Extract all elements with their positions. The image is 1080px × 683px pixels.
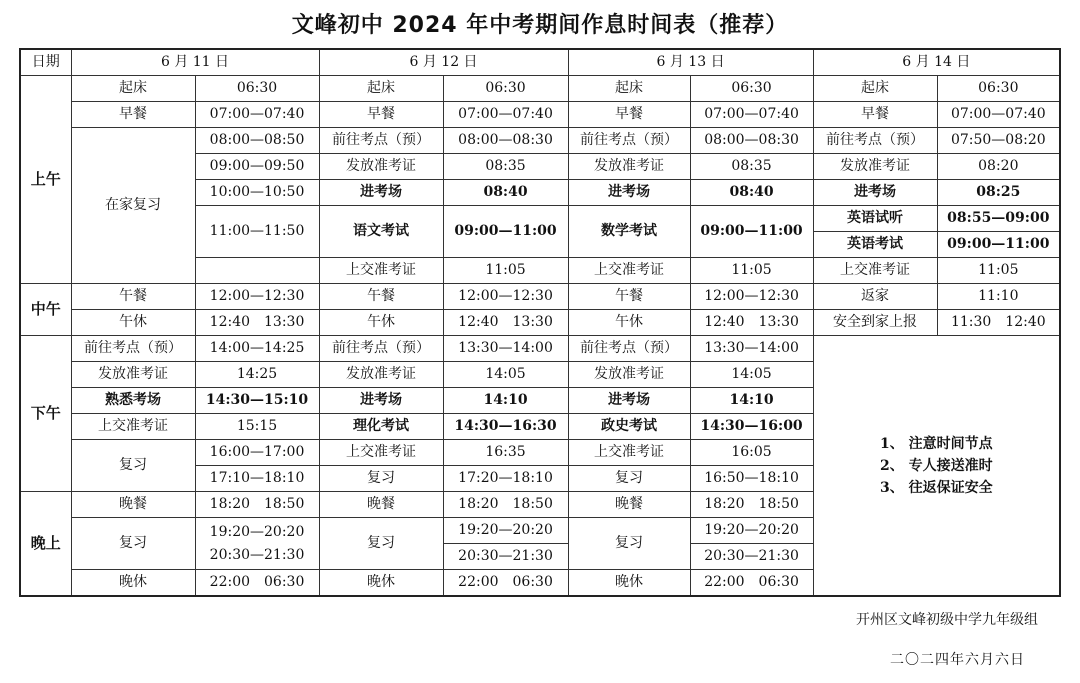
activity-cell: 前往考点（预）: [568, 336, 690, 362]
time-cell: 11:05: [443, 258, 568, 284]
period-label: 中午: [20, 284, 71, 336]
table-row: [20, 284, 1060, 310]
table-row: [20, 102, 1060, 128]
notes-list: [880, 433, 993, 499]
activity-cell: 发放准考证: [319, 154, 443, 180]
note-item: 3、 往返保证安全: [879, 479, 993, 496]
day-header: 6 月 14 日: [813, 49, 1060, 76]
activity-cell: 复习: [568, 466, 690, 492]
activity-cell: 晚休: [568, 570, 690, 597]
time-cell: 22:00 06:30: [195, 570, 319, 597]
exam-cell: 语文考试: [319, 206, 443, 258]
time-cell: 06:30: [443, 76, 568, 102]
footer-date: 二〇二四年六月六日: [890, 652, 1025, 668]
activity-cell: 上交准考证: [319, 258, 443, 284]
header-row: [20, 49, 1060, 76]
exam-cell: 理化考试: [319, 414, 443, 440]
time-cell: 07:50—08:20: [937, 128, 1060, 154]
table-row: [20, 76, 1060, 102]
time-cell: 08:20: [937, 154, 1060, 180]
activity-cell: 上交准考证: [319, 440, 443, 466]
activity-cell: 上交准考证: [568, 258, 690, 284]
time-cell: [195, 258, 319, 284]
activity-cell: 早餐: [813, 102, 937, 128]
time-cell: 07:00—07:40: [937, 102, 1060, 128]
time-cell: 08:35: [443, 154, 568, 180]
time-cell: 20:30—21:30: [690, 544, 813, 570]
activity-cell: 起床: [319, 76, 443, 102]
time-cell: 14:30—16:00: [690, 414, 813, 440]
time-cell: 12:40 13:30: [195, 310, 319, 336]
time-cell: 12:40 13:30: [690, 310, 813, 336]
time-cell: 09:00—11:00: [937, 232, 1060, 258]
exam-cell: 政史考试: [568, 414, 690, 440]
activity-cell: 发放准考证: [568, 362, 690, 388]
activity-cell: 起床: [71, 76, 195, 102]
time-cell: 06:30: [195, 76, 319, 102]
time-cell: 19:20—20:20: [443, 518, 568, 544]
time-cell: 13:30—14:00: [443, 336, 568, 362]
time-cell: 08:40: [690, 180, 813, 206]
activity-cell: 进考场: [568, 180, 690, 206]
time-cell: 11:10: [937, 284, 1060, 310]
activity-cell: 午餐: [71, 284, 195, 310]
date-header: 日期: [20, 49, 71, 76]
activity-cell: 午餐: [568, 284, 690, 310]
activity-cell: 午餐: [319, 284, 443, 310]
time-cell: 08:00—08:50: [195, 128, 319, 154]
time-cell: 06:30: [690, 76, 813, 102]
activity-cell: 进考场: [813, 180, 937, 206]
activity-cell: 熟悉考场: [71, 388, 195, 414]
activity-cell: 上交准考证: [813, 258, 937, 284]
day-header: 6 月 12 日: [319, 49, 568, 76]
activity-cell: 进考场: [319, 180, 443, 206]
activity-cell: 前往考点（预）: [319, 128, 443, 154]
table-row: [20, 310, 1060, 336]
time-cell: 18:20 18:50: [690, 492, 813, 518]
activity-cell: 复习: [319, 466, 443, 492]
time-cell: 16:05: [690, 440, 813, 466]
time-cell: 18:20 18:50: [443, 492, 568, 518]
time-cell: 16:35: [443, 440, 568, 466]
time-cell: 19:20—20:20: [690, 518, 813, 544]
time-cell: 08:35: [690, 154, 813, 180]
activity-cell: 前往考点（预）: [813, 128, 937, 154]
time-cell: 11:30 12:40: [937, 310, 1060, 336]
time-cell: [195, 518, 319, 570]
time-cell: 07:00—07:40: [690, 102, 813, 128]
activity-cell: 进考场: [568, 388, 690, 414]
activity-cell: 晚休: [319, 570, 443, 597]
activity-cell: 英语试听: [813, 206, 937, 232]
time-line: 20:30—21:30: [209, 546, 305, 563]
time-cell: 09:00—09:50: [195, 154, 319, 180]
activity-cell: 复习: [71, 518, 195, 570]
time-cell: 16:00—17:00: [195, 440, 319, 466]
activity-cell: 午休: [319, 310, 443, 336]
activity-cell: 安全到家上报: [813, 310, 937, 336]
time-cell: 14:30—15:10: [195, 388, 319, 414]
time-cell: 22:00 06:30: [690, 570, 813, 597]
activity-cell: 复习: [319, 518, 443, 570]
time-cell: 07:00—07:40: [443, 102, 568, 128]
time-cell: 08:40: [443, 180, 568, 206]
time-cell: 09:00—11:00: [443, 206, 568, 258]
activity-cell: 晚餐: [319, 492, 443, 518]
footer-organization: 开州区文峰初级中学九年级组: [856, 612, 1038, 628]
time-cell: 08:00—08:30: [443, 128, 568, 154]
activity-cell: 进考场: [319, 388, 443, 414]
exam-cell: 数学考试: [568, 206, 690, 258]
page-title: 文峰初中 2024 年中考期间作息时间表（推荐）: [291, 13, 789, 38]
activity-cell: 早餐: [71, 102, 195, 128]
time-cell: 14:05: [690, 362, 813, 388]
time-cell: 14:25: [195, 362, 319, 388]
activity-cell: 发放准考证: [568, 154, 690, 180]
time-cell: 11:00—11:50: [195, 206, 319, 258]
activity-cell: 晚餐: [568, 492, 690, 518]
activity-cell: 早餐: [319, 102, 443, 128]
time-cell: 06:30: [937, 76, 1060, 102]
time-cell: 17:20—18:10: [443, 466, 568, 492]
note-item: 1、 注意时间节点: [879, 435, 993, 452]
activity-cell: 在家复习: [71, 128, 195, 284]
time-cell: 13:30—14:00: [690, 336, 813, 362]
activity-cell: 上交准考证: [568, 440, 690, 466]
time-cell: 14:00—14:25: [195, 336, 319, 362]
notes-cell: [813, 336, 1060, 597]
time-cell: 17:10—18:10: [195, 466, 319, 492]
time-cell: 14:05: [443, 362, 568, 388]
activity-cell: 发放准考证: [813, 154, 937, 180]
activity-cell: 晚餐: [71, 492, 195, 518]
activity-cell: 发放准考证: [319, 362, 443, 388]
activity-cell: 起床: [568, 76, 690, 102]
activity-cell: 前往考点（预）: [568, 128, 690, 154]
activity-cell: 午休: [71, 310, 195, 336]
time-cell: 08:25: [937, 180, 1060, 206]
period-label: 上午: [20, 76, 71, 284]
time-cell: 09:00—11:00: [690, 206, 813, 258]
time-cell: 12:00—12:30: [443, 284, 568, 310]
activity-cell: 复习: [71, 440, 195, 492]
time-cell: 16:50—18:10: [690, 466, 813, 492]
schedule-table: [19, 48, 1061, 597]
day-header: 6 月 13 日: [568, 49, 813, 76]
time-cell: 20:30—21:30: [443, 544, 568, 570]
time-cell: 07:00—07:40: [195, 102, 319, 128]
time-cell: 11:05: [690, 258, 813, 284]
time-cell: 08:00—08:30: [690, 128, 813, 154]
time-line: 19:20—20:20: [209, 523, 305, 540]
activity-cell: 晚休: [71, 570, 195, 597]
time-cell: 11:05: [937, 258, 1060, 284]
activity-cell: 起床: [813, 76, 937, 102]
time-cell: 12:00—12:30: [195, 284, 319, 310]
activity-cell: 上交准考证: [71, 414, 195, 440]
day-header: 6 月 11 日: [71, 49, 319, 76]
note-item: 2、 专人接送准时: [879, 457, 993, 474]
time-cell: 22:00 06:30: [443, 570, 568, 597]
period-label: 下午: [20, 336, 71, 492]
table-row: [20, 336, 1060, 362]
activity-cell: 午休: [568, 310, 690, 336]
activity-cell: 早餐: [568, 102, 690, 128]
exam-cell: 英语考试: [813, 232, 937, 258]
time-cell: 14:10: [690, 388, 813, 414]
time-cell: 12:00—12:30: [690, 284, 813, 310]
activity-cell: 复习: [568, 518, 690, 570]
period-label: 晚上: [20, 492, 71, 597]
time-cell: 15:15: [195, 414, 319, 440]
activity-cell: 前往考点（预）: [319, 336, 443, 362]
time-cell: 14:10: [443, 388, 568, 414]
activity-cell: 返家: [813, 284, 937, 310]
time-cell: 14:30—16:30: [443, 414, 568, 440]
time-cell: 12:40 13:30: [443, 310, 568, 336]
time-cell: 18:20 18:50: [195, 492, 319, 518]
activity-cell: 前往考点（预）: [71, 336, 195, 362]
time-cell: 08:55—09:00: [937, 206, 1060, 232]
time-cell: 10:00—10:50: [195, 180, 319, 206]
table-row: [20, 128, 1060, 154]
activity-cell: 发放准考证: [71, 362, 195, 388]
